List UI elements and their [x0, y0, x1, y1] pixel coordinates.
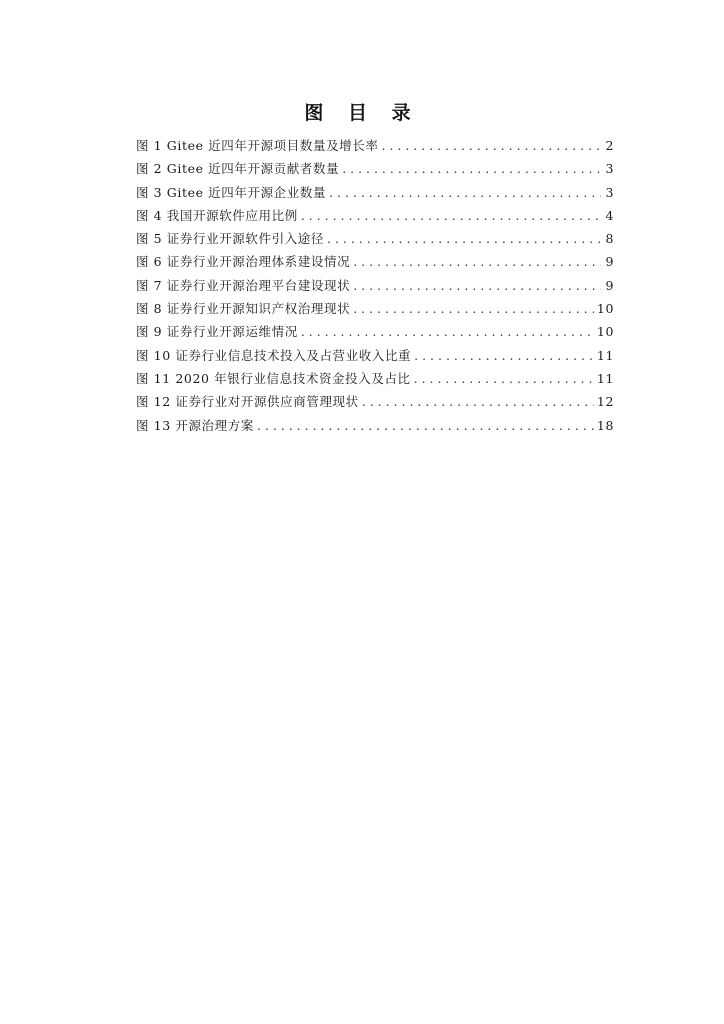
toc-entry[interactable]: [136, 346, 614, 369]
toc-entry-page: 8: [605, 231, 614, 247]
toc-entry-label: 图 3 Gitee 近四年开源企业数量: [136, 184, 327, 200]
dot-leader: [342, 161, 601, 176]
toc-entry-label: 图 12 证券行业对开源供应商管理现状: [136, 394, 359, 410]
toc-entry[interactable]: [136, 229, 614, 252]
dot-leader: [353, 278, 601, 293]
toc-entry-page: 3: [605, 161, 614, 177]
dot-leader: [301, 208, 601, 223]
toc-entry[interactable]: [136, 206, 614, 229]
toc-entry-page: 2: [605, 138, 614, 153]
toc-entry-label: 图 11 2020 年银行业信息技术资金投入及占比: [136, 370, 411, 386]
dot-leader: [301, 324, 594, 339]
dot-leader: [353, 254, 601, 269]
toc-entry-label: 图 13 开源治理方案: [136, 417, 254, 433]
toc-entry[interactable]: [136, 392, 614, 415]
toc-entry-page: 4: [605, 207, 614, 223]
toc-entry-label: 图 4 我国开源软件应用比例: [136, 207, 298, 223]
toc-entry[interactable]: [136, 183, 614, 206]
toc-entry[interactable]: [136, 416, 614, 439]
figure-list: [136, 136, 614, 439]
dot-leader: [329, 185, 601, 200]
toc-entry-page: 10: [596, 324, 614, 340]
toc-entry-label: 图 10 证券行业信息技术投入及占营业收入比重: [136, 347, 412, 363]
toc-entry[interactable]: [136, 299, 614, 322]
toc-entry-label: 图 7 证券行业开源治理平台建设现状: [136, 277, 351, 293]
toc-entry-label: 图 6 证券行业开源治理体系建设情况: [136, 254, 351, 270]
page-title: 图 目 录: [304, 102, 420, 124]
toc-entry-page: 18: [596, 417, 614, 433]
dot-leader: [414, 348, 594, 363]
toc-entry-page: 3: [605, 184, 614, 200]
toc-entry-page: 11: [596, 370, 614, 386]
dot-leader: [353, 301, 594, 316]
toc-entry-page: 10: [596, 301, 614, 317]
toc-entry[interactable]: [136, 322, 614, 345]
toc-entry[interactable]: [136, 159, 614, 182]
toc-entry[interactable]: [136, 252, 614, 275]
toc-entry[interactable]: [136, 276, 614, 299]
toc-entry-page: 11: [596, 347, 614, 363]
toc-entry[interactable]: [136, 369, 614, 392]
toc-entry-label: 图 9 证券行业开源运维情况: [136, 324, 298, 340]
dot-leader: [257, 418, 594, 433]
dot-leader: [327, 231, 601, 246]
dot-leader: [362, 394, 594, 409]
toc-entry-label: 图 5 证券行业开源软件引入途径: [136, 231, 325, 247]
toc-entry[interactable]: [136, 136, 614, 159]
toc-entry-label: 图 8 证券行业开源知识产权治理现状: [136, 301, 351, 317]
toc-entry-label: 图 2 Gitee 近四年开源贡献者数量: [136, 161, 340, 177]
toc-entry-page: 9: [605, 277, 614, 293]
dot-leader: [381, 138, 601, 153]
toc-entry-label: 图 1 Gitee 近四年开源项目数量及增长率: [136, 138, 379, 153]
toc-entry-page: 9: [605, 254, 614, 270]
dot-leader: [414, 371, 594, 386]
toc-entry-page: 12: [596, 394, 614, 410]
